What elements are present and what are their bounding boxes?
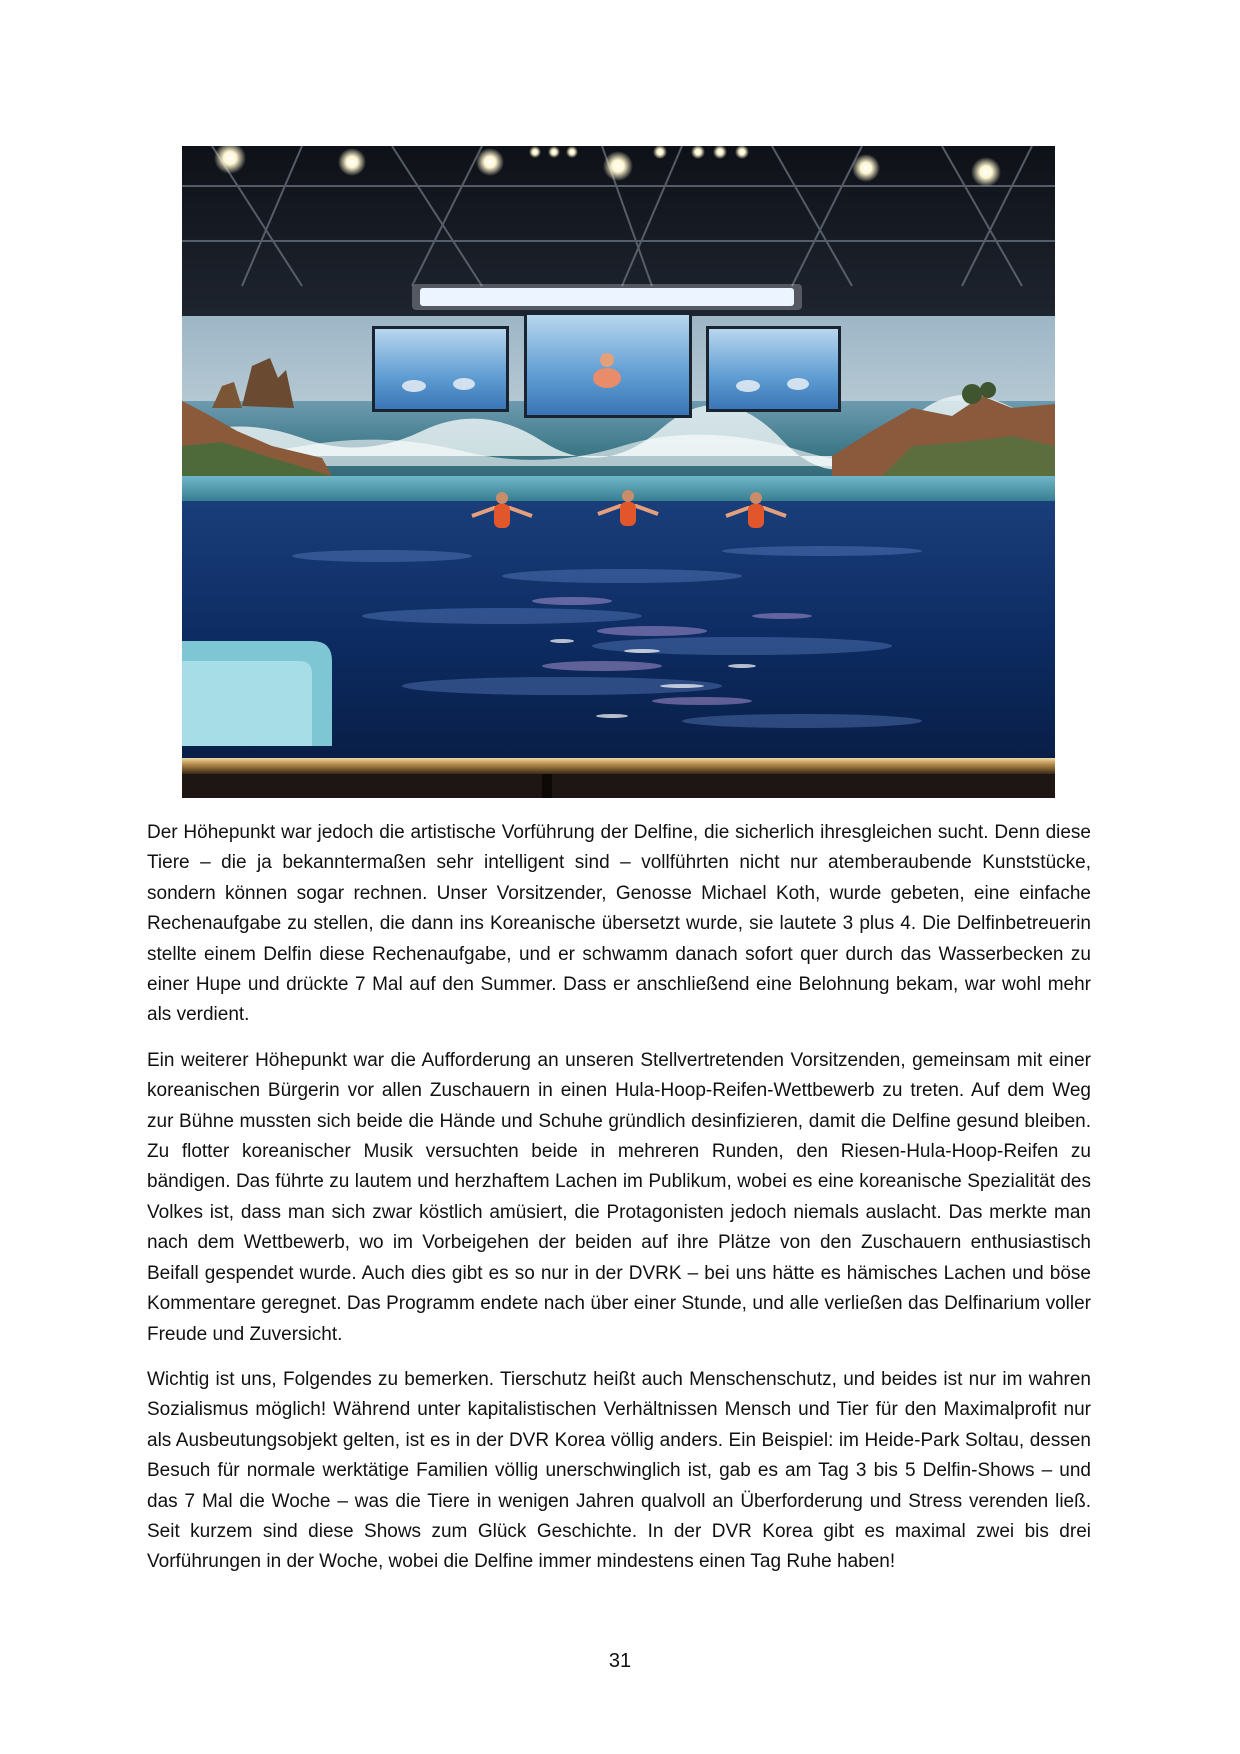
page-number: 31	[608, 1650, 632, 1672]
dolphinarium-photo	[182, 146, 1055, 798]
paragraph-2: Ein weiterer Höhepunkt war die Aufforderung an unseren Stellvertretenden Vorsitzenden, gemeinsam mit einer koreanischen Bürgerin vor allen Zuschauern in einen Hula-Hoop-Reifen-Wettbewerb zu treten. Auf dem Weg zur Bühne mussten sich beide die Hände und Schuhe gründlich desinfizieren, damit die Delfine gesund bleiben. Zu flotter koreanischer Musik versuchten beide in mehreren Runden, den Riesen-Hula-Hoop-Reifen zu bändigen. Das führte zu lautem und herzhaftem Lachen im Publikum, wobei es eine koreanische Spezialität des Volkes ist, dass man sich zwar köstlich amüsiert, die Protagonisten jedoch niemals auslacht. Das merkte man nach dem Wettbewerb, wo im Vorbeigehen der beiden auf ihre Plätze von den Zuschauern enthusiastisch Beifall gespendet wurde. Auch dies gibt es so nur in der DVRK – bei uns hätte es hämisches Lachen und böse Kommentare geregnet. Das Programm endete nach über einer Stunde, und alle verließen das Delfinarium voller Freude und Zuversicht.	[147, 1049, 1091, 1345]
article-body	[147, 818, 1091, 1593]
paragraph-3: Wichtig ist uns, Folgendes zu bemerken. Tierschutz heißt auch Menschenschutz, und beides ist nur im wahren Sozialismus möglich! Während unter kapitalistischen Verhältnissen Mensch und Tier für den Maximalprofit nur als Ausbeutungsobjekt gelten, ist es in der DVR Korea völlig anders. Ein Beispiel: im Heide-Park Soltau, dessen Besuch für normale werktätige Familien völlig unerschwinglich ist, gab es am Tag 3 bis 5 Delfin-Shows – und das 7 Mal die Woche – was die Tiere in wenigen Jahren qualvoll an Überforderung und Stress verenden ließ. Seit kurzem sind diese Shows zum Glück Geschichte. In der DVR Korea gibt es maximal zwei bis drei Vorführungen in der Woche, wobei die Delfine immer mindestens einen Tag Ruhe haben!	[147, 1368, 1091, 1573]
paragraph-1: Der Höhepunkt war jedoch die artistische Vorführung der Delfine, die sicherlich ihresgleichen sucht. Denn diese Tiere – die ja bekanntermaßen sehr intelligent sind – vollführten nicht nur atemberaubende Kunststücke, sondern können sogar rechnen. Unser Vorsitzender, Genosse Michael Koth, wurde gebeten, eine einfache Rechenaufgabe zu stellen, die dann ins Koreanische übersetzt wurde, sie lautete 3 plus 4. Die Delfinbetreuerin stellte einem Delfin diese Rechenaufgabe, und er schwamm danach sofort quer durch das Wasserbecken zu einer Hupe und drückte 7 Mal auf den Summer. Dass er anschließend eine Belohnung bekam, war wohl mehr als verdient.	[147, 822, 1091, 1026]
